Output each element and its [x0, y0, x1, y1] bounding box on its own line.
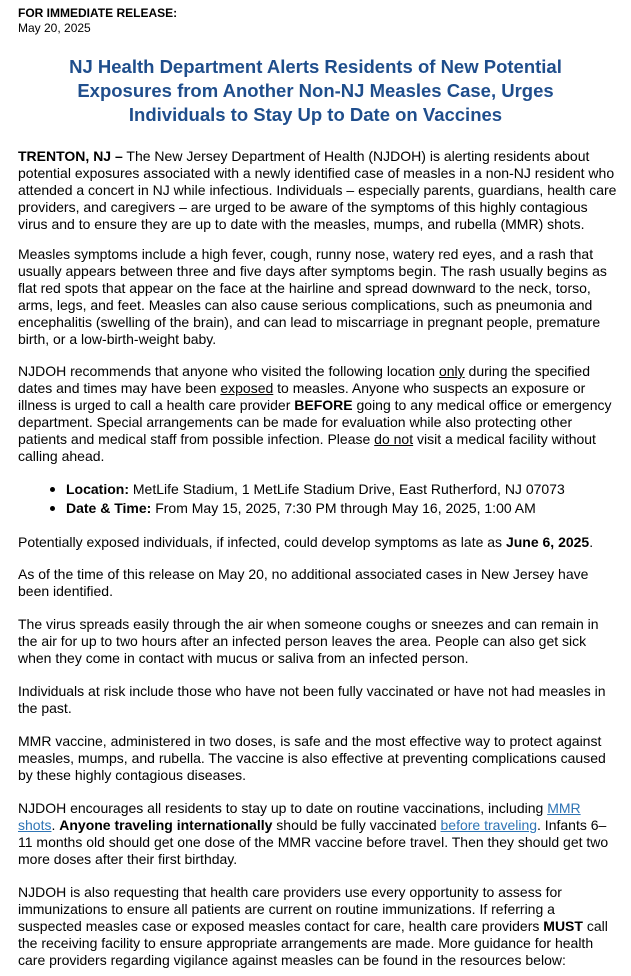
- before-traveling-link[interactable]: before traveling: [440, 817, 538, 833]
- rec-text-c: to measles. Anyone who suspects an exposure or illness is urged to call a health care provider: [18, 380, 586, 413]
- rec-text-b: during the specified dates and times may have been: [18, 363, 590, 396]
- rec-exposed: exposed: [220, 380, 274, 396]
- paragraph-symptom-deadline: [18, 534, 618, 551]
- paragraph-recommendation: [18, 363, 618, 465]
- list-item-date-time: [48, 500, 565, 519]
- travel-bold: Anyone traveling internationally: [59, 817, 273, 833]
- date-time-value: From May 15, 2025, 7:30 PM through May 16, 2025, 1:00 AM: [151, 500, 536, 516]
- travel-text-b: .: [51, 817, 60, 833]
- headline-line-3: Individuals to Stay Up to Date on Vaccines: [128, 104, 503, 125]
- paragraph-intro: [18, 148, 618, 233]
- mmr-shots-link[interactable]: MMR shots: [18, 800, 581, 833]
- release-header: [18, 6, 177, 36]
- paragraph-at-risk: Individuals at risk include those who have not been fully vaccinated or have not had measles in the past.: [18, 683, 606, 716]
- travel-text-d: . Infants 6–11 months old should get one dose of the MMR vaccine before travel. Then they should get two more doses after their first birthday.: [18, 817, 609, 867]
- paragraph-symptoms: Measles symptoms include a high fever, cough, runny nose, watery red eyes, and a rash that usually appears between three and five days after symptoms begin. The rash usually begins as flat red spots that appear on the face at the hairline and spread downward to the neck, torso, arms, legs, and feet. Measles can also cause serious complications, such as pneumonia and encephalitis (swelling of the brain), and can lead to miscarriage in pregnant people, premature birth, or a low-birth-weight baby.: [18, 246, 607, 347]
- providers-text-b: call the receiving facility to ensure appropriate arrangements are made. More guidance for health care providers regarding vigilance against measles can be found in the resources below:: [18, 918, 608, 968]
- list-item-location: [48, 481, 565, 500]
- deadline-text-a: Potentially exposed individuals, if infected, could develop symptoms as late as: [18, 534, 506, 550]
- release-date: May 20, 2025: [18, 21, 91, 35]
- deadline-text-b: .: [589, 534, 594, 550]
- location-value: MetLife Stadium, 1 MetLife Stadium Drive, East Rutherford, NJ 07073: [129, 481, 565, 497]
- paragraph-vaccination-travel: [18, 800, 618, 868]
- release-label: FOR IMMEDIATE RELEASE:: [18, 6, 178, 20]
- location-label: Location:: [66, 481, 129, 497]
- paragraph-no-additional-cases: As of the time of this release on May 20, no additional associated cases in New Jersey have been identified.: [18, 566, 589, 599]
- providers-text-a: NJDOH is also requesting that health care providers use every opportunity to assess for immunizations to ensure all patients are current on routine immunizations. If referring a suspected measles case or exposed measles contact for care, health care providers: [18, 884, 562, 934]
- rec-text-a: NJDOH recommends that anyone who visited the following location: [18, 363, 439, 379]
- rec-text-e: visit a medical facility without calling ahead.: [18, 431, 596, 464]
- providers-must: MUST: [543, 918, 583, 934]
- dateline: TRENTON, NJ –: [18, 148, 123, 164]
- paragraph-providers: [18, 884, 618, 969]
- date-time-label: Date & Time:: [66, 500, 152, 516]
- headline: [30, 55, 601, 127]
- headline-line-1: NJ Health Department Alerts Residents of New Potential: [69, 56, 562, 77]
- deadline-date: June 6, 2025: [505, 534, 590, 550]
- rec-only: only: [438, 363, 465, 379]
- rec-do-not: do not: [374, 431, 414, 447]
- paragraph-mmr-vaccine: MMR vaccine, administered in two doses, is safe and the most effective way to protect against measles, mumps, and rubella. The vaccine is also effective at preventing complications caused by these highly contagious diseases.: [18, 733, 606, 783]
- rec-text-d: going to any medical office or emergency department. Special arrangements can be made for evaluation while also protecting other patients and medical staff from possible infection. Please: [18, 397, 612, 447]
- travel-text-c: should be fully vaccinated: [272, 817, 441, 833]
- rec-before: BEFORE: [294, 397, 353, 413]
- travel-text-a: NJDOH encourages all residents to stay up to date on routine vaccinations, including: [18, 800, 548, 816]
- intro-text: The New Jersey Department of Health (NJDOH) is alerting residents about potential exposures associated with a newly identified case of measles in a non-NJ resident who attended a concert in NJ while infectious. Individuals – especially parents, guardians, health care providers, and caregivers – are urged to be aware of the symptoms of this highly contagious virus and to ensure they are up to date with the measles, mumps, and rubella (MMR) shots.: [18, 148, 617, 232]
- exposure-details-list: [48, 481, 565, 519]
- paragraph-transmission: The virus spreads easily through the air when someone coughs or sneezes and can remain in the air for up to two hours after an infected person leaves the area. People can also get sick when they come in contact with mucus or saliva from an infected person.: [18, 616, 599, 666]
- headline-line-2: Exposures from Another Non-NJ Measles Case, Urges: [77, 80, 554, 101]
